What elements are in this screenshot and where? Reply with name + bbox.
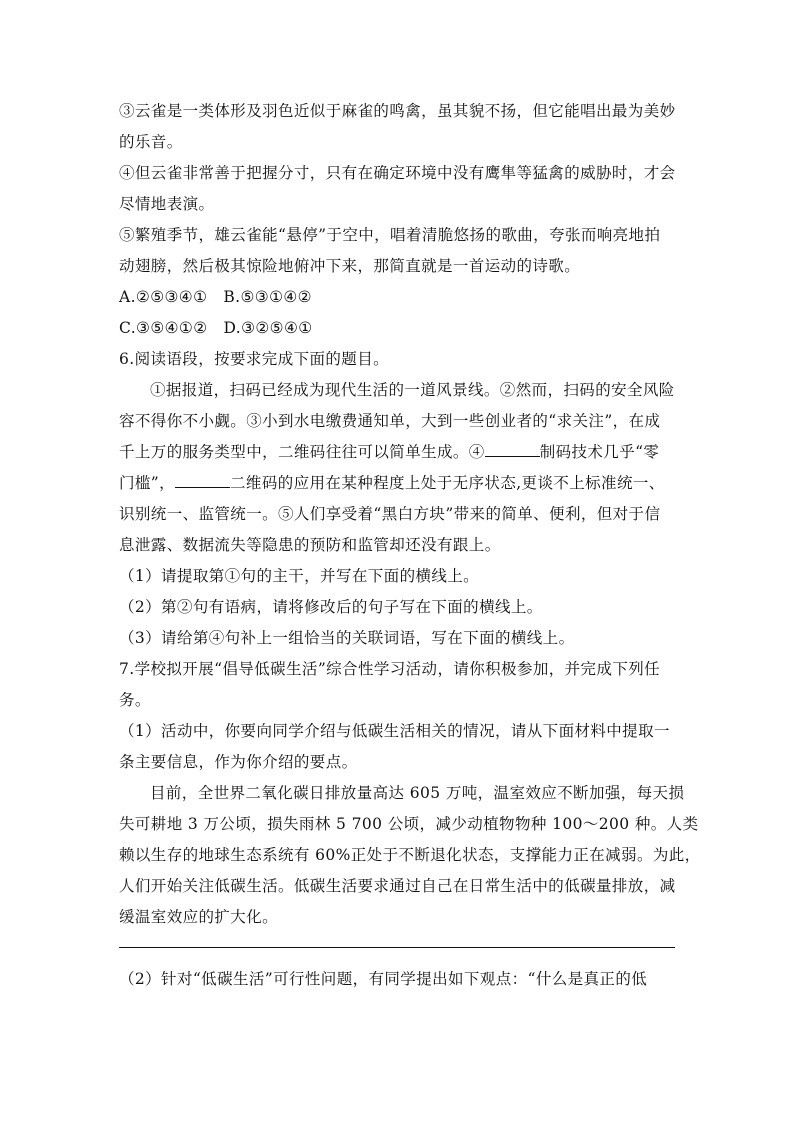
q7-material-line-1: 目前，全世界二氧化碳日排放量高达 605 万吨，温室效应不断加强，每天损 <box>150 784 685 802</box>
q7-subquestion-2-line-1: （2）针对“低碳生活”可行性问题，有同学提出如下观点：“什么是真正的低 <box>119 970 648 988</box>
q7-material-line-3: 赖以生存的地球生态系统有 60%正处于不断退化状态，支撑能力正在减弱。为此， <box>119 846 701 864</box>
q6-blank-1[interactable] <box>485 440 540 457</box>
q5-sentence-3-line-2: 的乐音。 <box>119 133 183 151</box>
q5-sentence-5-line-2: 动翅膀，然后极其惊险地俯冲下来，那简直就是一首运动的诗歌。 <box>119 257 581 275</box>
q6-passage-line-1: ①据报道，扫码已经成为现代生活的一道风景线。②然而，扫码的安全风险 <box>150 381 675 399</box>
q7-material-line-4: 人们开始关注低碳生活。低碳生活要求通过自己在日常生活中的低碳量排放，减 <box>119 877 676 895</box>
q6-passage-line-3 <box>119 437 675 468</box>
answer-line[interactable] <box>119 947 675 948</box>
q5-sentence-3-line-1: ③云雀是一类体形及羽色近似于麻雀的鸣禽，虽其貌不扬，但它能唱出最为美妙 <box>119 102 676 120</box>
q5-options-ab: A.②⑤③④① B.⑤③①④② <box>119 288 312 306</box>
q6-subquestion-2: （2）第②句有语病，请将修改后的句子写在下面的横线上。 <box>119 598 543 616</box>
q7-material-line-5: 缓温室效应的扩大化。 <box>119 908 279 926</box>
q6-passage-line-3-after: 制码技术几乎“零 <box>539 443 660 461</box>
q5-sentence-4-line-2: 尽情地表演。 <box>119 195 215 213</box>
q6-passage-line-3-text: 千上万的服务类型中，二维码往往可以简单生成。④ <box>119 443 485 461</box>
q6-passage-line-5: 识别统一、监管统一。⑤人们享受着“黑白方块”带来的简单、便利，但对于信 <box>119 505 661 523</box>
q6-subquestion-3: （3）请给第④句补上一组恰当的关联词语，写在下面的横线上。 <box>119 629 575 647</box>
q6-passage-line-6: 息泄露、数据流失等隐患的预防和监管却还没有跟上。 <box>119 536 501 554</box>
q6-blank-2[interactable] <box>175 471 230 488</box>
q5-options-cd: C.③⑤④①② D.③②⑤④① <box>119 319 313 337</box>
q6-title: 6.阅读语段，按要求完成下面的题目。 <box>119 350 389 368</box>
q7-subquestion-1-line-1: （1）活动中，你要向同学介绍与低碳生活相关的情况，请从下面材料中提取一 <box>119 722 670 740</box>
q7-title-line-2: 务。 <box>119 691 151 709</box>
q5-sentence-4-line-1: ④但云雀非常善于把握分寸，只有在确定环境中没有鹰隼等猛禽的威胁时，才会 <box>119 164 676 182</box>
q6-passage-line-4 <box>119 468 675 499</box>
q6-passage-line-4-before: 门槛”， <box>119 474 176 492</box>
q7-material-line-2: 失可耕地 3 万公顷，损失雨林 5 700 公顷，减少动植物物种 100～200 种。人类 <box>119 815 699 833</box>
q6-passage-line-4-after: 二维码的应用在某种程度上处于无序状态,更谈不上标准统一、 <box>230 474 665 492</box>
q6-passage-line-2: 容不得你不小觑。③小到水电缴费通知单，大到一些创业者的“求关注”，在成 <box>119 412 661 430</box>
document-page <box>119 96 701 995</box>
q7-title-line-1: 7.学校拟开展“倡导低碳生活”综合性学习活动，请你积极参加，并完成下列任 <box>119 660 661 678</box>
q6-subquestion-1: （1）请提取第①句的主干，并写在下面的横线上。 <box>119 567 480 585</box>
q5-sentence-5-line-1: ⑤繁殖季节，雄云雀能“悬停”于空中，唱着清脆悠扬的歌曲，夸张而响亮地拍 <box>119 226 661 244</box>
q7-subquestion-1-line-2: 条主要信息，作为你介绍的要点。 <box>119 753 358 771</box>
